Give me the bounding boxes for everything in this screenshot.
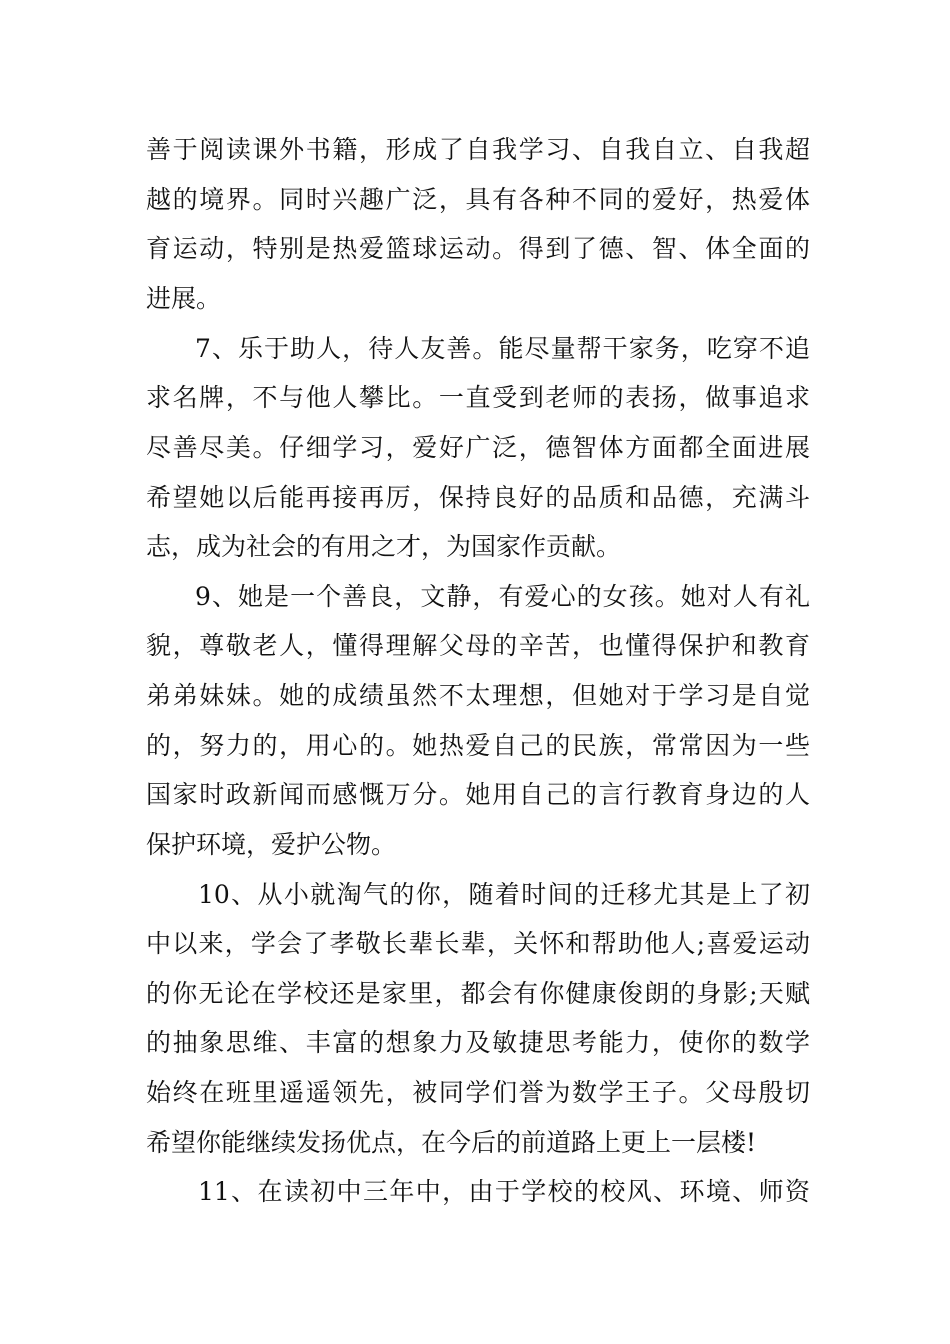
text-line: 的，努力的，用心的。她热爱自己的民族，常常因为一些 [146,731,810,760]
text-line: 的抽象思维、丰富的想象力及敏捷思考能力，使你的数学 [146,1028,810,1057]
text-line: 的你无论在学校还是家里，都会有你健康俊朗的身影;天赋 [146,979,810,1008]
text-line: 尽善尽美。仔细学习，爱好广泛，德智体方面都全面进展 [146,433,810,462]
text-line: 9、她是一个善良，文静，有爱心的女孩。她对人有礼 [195,582,810,611]
text-line: 国家时政新闻而感慨万分。她用自己的言行教育身边的人 [146,780,810,809]
text-line: 志，成为社会的有用之才，为国家作贡献。 [146,532,622,561]
text-line: 始终在班里遥遥领先，被同学们誉为数学王子。父母殷切 [146,1078,810,1107]
text-line: 貌，尊敬老人，懂得理解父母的辛苦，也懂得保护和教育 [146,631,810,660]
text-line: 进展。 [146,284,222,313]
text-line: 保护环境，爱护公物。 [146,830,397,859]
text-line: 弟弟妹妹。她的成绩虽然不太理想，但她对于学习是自觉 [146,681,810,710]
text-line: 越的境界。同时兴趣广泛，具有各种不同的爱好，热爱体 [146,185,810,214]
text-line: 求名牌，不与他人攀比。一直受到老师的表扬，做事追求 [146,383,810,412]
text-line: 希望你能继续发扬优点，在今后的前道路上更上一层楼! [146,1128,757,1157]
text-line: 善于阅读课外书籍，形成了自我学习、自我自立、自我超 [146,135,810,164]
text-line: 希望她以后能再接再厉，保持良好的品质和品德，充满斗 [146,483,810,512]
text-line: 中以来，学会了孝敬长辈长辈，关怀和帮助他人;喜爱运动 [146,929,810,958]
text-line: 7、乐于助人，待人友善。能尽量帮干家务，吃穿不追 [195,334,810,363]
text-line: 11、在读初中三年中，由于学校的校风、环境、师资 [198,1177,810,1206]
text-line: 10、从小就淘气的你，随着时间的迁移尤其是上了初 [198,880,810,909]
text-line: 育运动，特别是热爱篮球运动。得到了德、智、体全面的 [146,234,810,263]
